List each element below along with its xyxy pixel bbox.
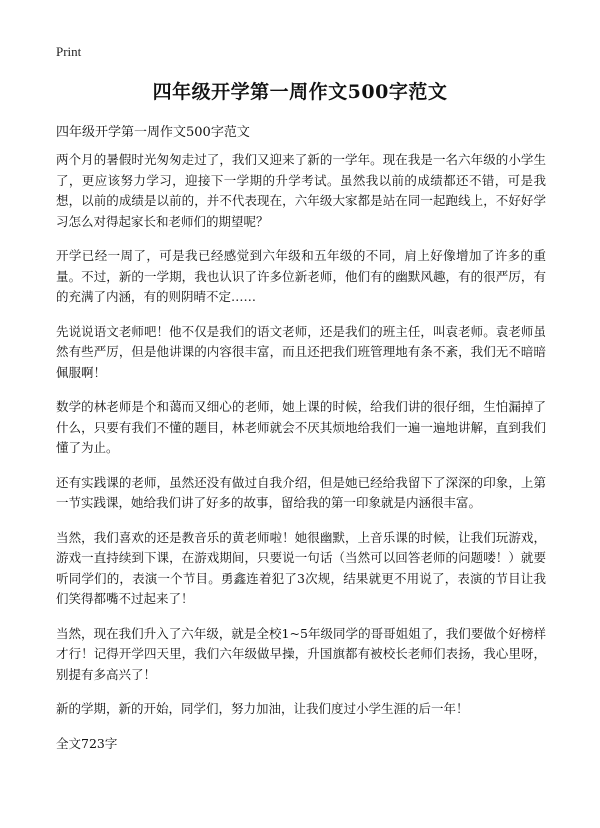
paragraph: 还有实践课的老师，虽然还没有做过自我介绍，但是她已经给我留下了深深的印象，上第一节实践课，她给我们讲了好多的故事，留给我的第一印象就是内涵很丰富。 [56,474,546,510]
paragraph: 先说说语文老师吧！他不仅是我们的语文老师，还是我们的班主任，叫袁老师。袁老师虽然有些严厉，但是他讲课的内容很丰富，而且还把我们班管理地有条不紊，我们无不暗暗佩服啊！ [56,323,546,380]
article-body [56,150,546,754]
paragraph: 开学已经一周了，可是我已经感觉到六年级和五年级的不同，肩上好像增加了许多的重量。不过，新的一学期，我也认识了许多位新老师，他们有的幽默风趣，有的很严厉，有的充满了内涵，有的则阴晴不定…… [56,248,546,304]
page-title: 四年级开学第一周作文500字范文 [152,81,448,103]
paragraph: 新的学期，新的开始，同学们，努力加油，让我们度过小学生涯的后一年！ [56,701,469,716]
paragraph: 当然，我们喜欢的还是教音乐的黄老师啦！她很幽默，上音乐课的时候，让我们玩游戏，游戏一直持续到下课，在游戏期间，只要说一句话（当然可以回答老师的问题喽！）就要听同学们的，表演一个节目。勇鑫连着犯了3次规，结果就更不用说了，表演的节目让我们笑得都嘴不过起来了！ [56,529,546,606]
paragraph: 两个月的暑假时光匆匆走过了，我们又迎来了新的一学年。现在我是一名六年级的小学生了，更应该努力学习，迎接下一学期的升学考试。虽然我以前的成绩都还不错，可是我想，以前的成绩是以前的，并不代表现在，六年级大家都是站在同一起跑线上，不好好学习怎么对得起家长和老师们的期望呢？ [56,152,546,229]
word-count: 全文723字 [56,735,118,751]
article-subtitle: 四年级开学第一周作文500字范文 [56,125,250,140]
paragraph: 数学的林老师是个和蔼而又细心的老师，她上课的时候，给我们讲的很仔细，生怕漏掉了什么，只要有我们不懂的题目，林老师就会不厌其烦地给我们一遍一遍地讲解，直到我们懂了为止。 [56,399,546,455]
paragraph: 当然，现在我们升入了六年级，就是全校1~5年级同学的哥哥姐姐了，我们要做个好榜样才行！记得开学四天里，我们六年级做早操，升国旗都有被校长老师们表扬，我心里呀，别提有多高兴了！ [56,625,546,682]
print-link[interactable]: Print [56,44,82,59]
